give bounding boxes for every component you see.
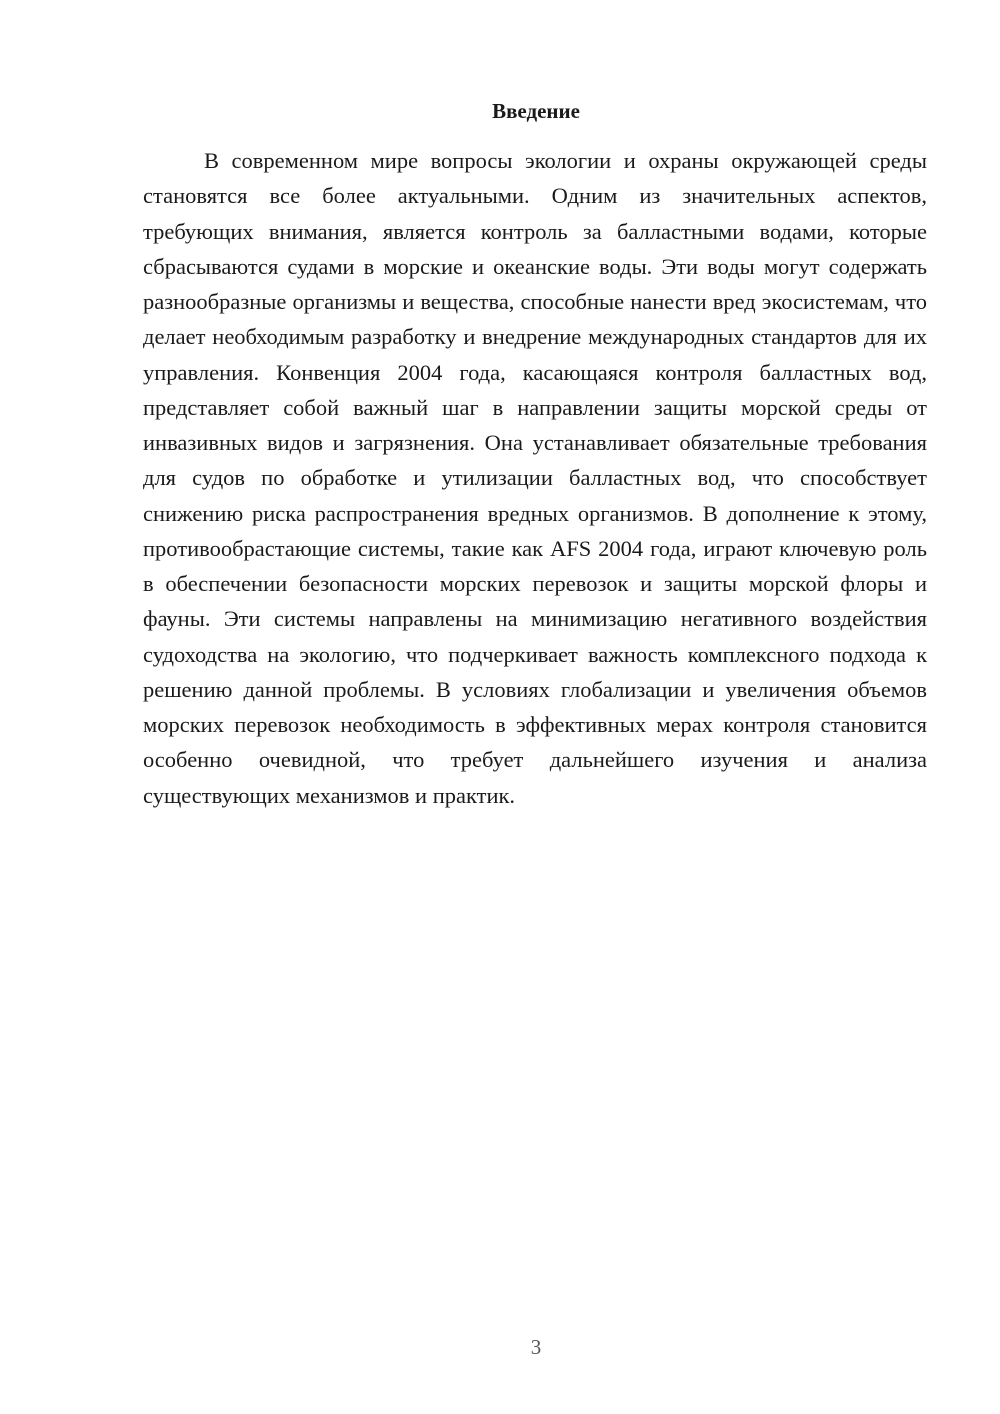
intro-paragraph: В современном мире вопросы экологии и охраны окружающей среды становятся все более актуальными. Одним из значительных аспектов, требующих внимания, является контроль за балластными водами, которые сбрасываются судами в морские и океанские воды. Эти воды могут содержать разнообразные организмы и вещества, способные нанести вред экосистемам, что делает необходимым разработку и внедрение международных стандартов для их управления. Конвенция 2004 года, касающаяся контроля балластных вод, представляет собой важный шаг в направлении защиты морской среды от инвазивных видов и загрязнения. Она устанавливает обязательные требования для судов по обработке и утилизации балластных вод, что способствует снижению риска распространения вредных организмов. В дополнение к этому, противообрастающие системы, такие как AFS 2004 года, играют ключевую роль в обеспечении безопасности морских перевозок и защиты морской флоры и фауны. Эти системы направлены на минимизацию негативного воздействия судоходства на экологию, что подчеркивает важность комплексного подхода к решению данной проблемы. В условиях глобализации и увеличения объемов морских перевозок необходимость в эффективных мерах контроля становится особенно очевидной, что требует дальнейшего изучения и анализа существующих механизмов и практик. xyxy=(143,148,927,808)
section-heading: Введение xyxy=(492,99,580,123)
page-number: 3 xyxy=(530,1335,542,1359)
